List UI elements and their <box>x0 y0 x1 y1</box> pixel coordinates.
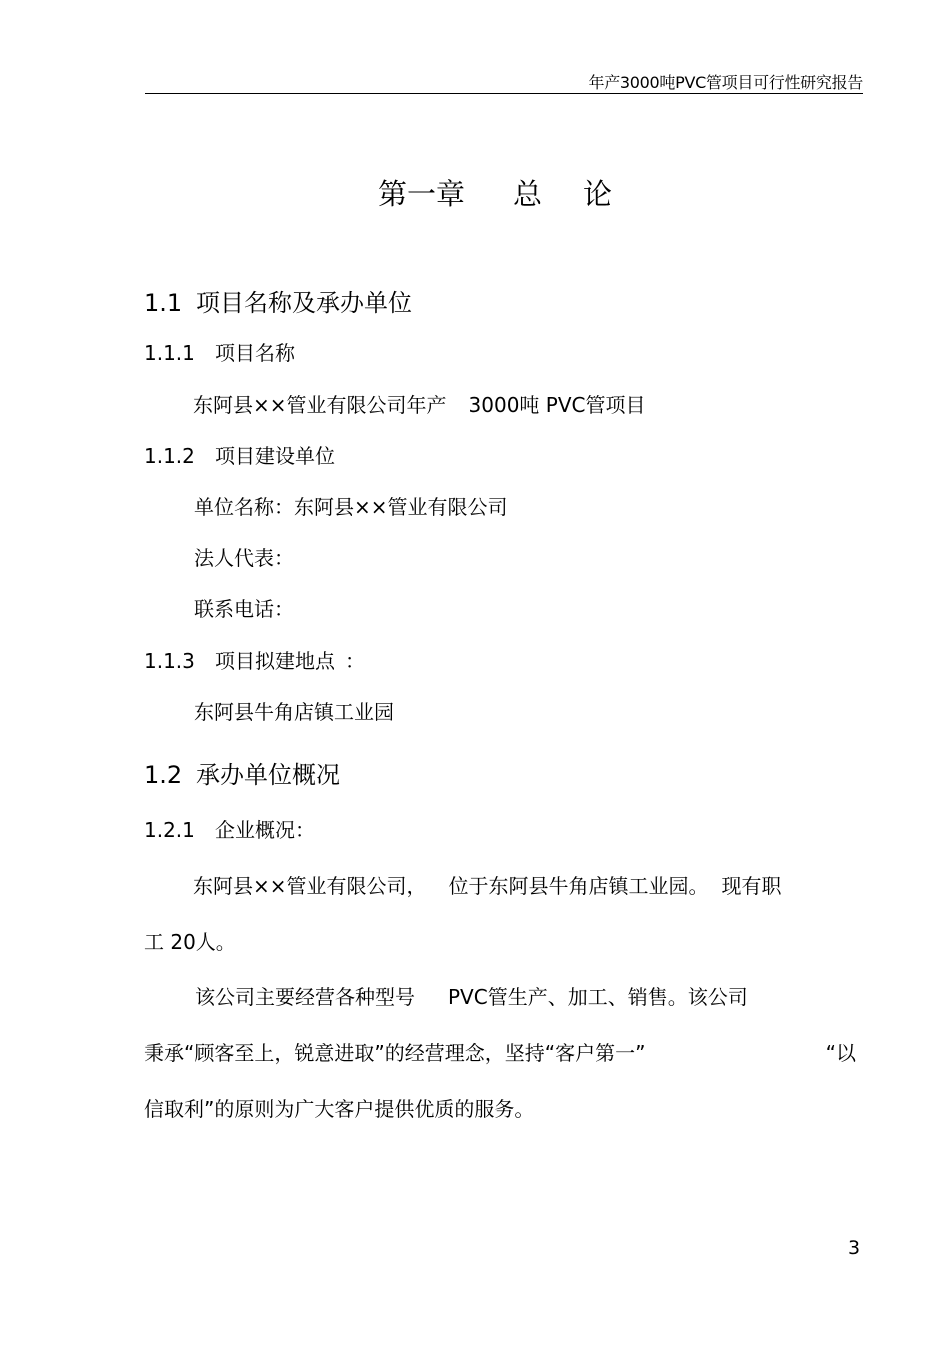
overview-p1-part-b: 位于东阿县牛角店镇工业园。 <box>448 874 709 898</box>
overview-p2-line3: 信取利”的原则为广大客户提供优质的服务。 <box>144 1097 535 1121</box>
section-1-1-3-heading <box>144 645 365 674</box>
overview-p2-line2-main: 秉承“顾客至上，锐意进取”的经营理念，坚持“客户第一” <box>144 1041 646 1065</box>
overview-p1-part-c: 现有职 <box>721 874 782 898</box>
project-name-part-a: 东阿县××管业有限公司年产 <box>193 393 447 417</box>
section-title: 项目名称 <box>215 341 295 365</box>
running-header: 年产3000吨PVC管项目可行性研究报告 <box>588 73 863 92</box>
location-line: 东阿县牛角店镇工业园 <box>194 700 394 724</box>
project-name-part-b: 3000吨 PVC管项目 <box>468 393 646 417</box>
section-title: 项目建设单位 <box>215 444 335 468</box>
section-colon: ： <box>345 649 365 673</box>
overview-p1-line1 <box>193 870 782 899</box>
section-1-1-heading <box>144 283 412 318</box>
chapter-title-char-2: 论 <box>583 177 613 211</box>
chapter-label: 第一章 <box>378 177 466 211</box>
section-title: 承办单位概况 <box>196 761 340 789</box>
section-title: 项目名称及承办单位 <box>196 289 412 317</box>
section-number: 1.1.1 <box>144 341 195 365</box>
chapter-title <box>378 172 612 213</box>
phone-line: 联系电话： <box>194 597 294 621</box>
overview-p2-part-b: PVC管生产、加工、销售。该公司 <box>448 985 748 1009</box>
page-number: 3 <box>848 1237 861 1259</box>
overview-p2-line2-end: “以 <box>825 1041 856 1065</box>
section-1-1-1-heading <box>144 337 295 366</box>
legal-rep-line: 法人代表： <box>194 546 294 570</box>
section-title: 企业概况： <box>215 818 315 842</box>
overview-p2-part-a: 该公司主要经营各种型号 <box>195 985 415 1009</box>
overview-p2-line2 <box>144 1037 856 1066</box>
section-1-1-2-heading <box>144 440 335 469</box>
section-number: 1.2 <box>144 761 183 789</box>
section-number: 1.1.3 <box>144 649 195 673</box>
section-1-2-heading <box>144 755 340 790</box>
overview-p2-line1 <box>195 981 748 1010</box>
section-1-2-1-heading <box>144 814 315 843</box>
section-number: 1.1.2 <box>144 444 195 468</box>
section-number: 1.2.1 <box>144 818 195 842</box>
header-rule <box>145 93 863 94</box>
section-number: 1.1 <box>144 289 183 317</box>
project-name-text <box>193 389 645 418</box>
chapter-title-char-1: 总 <box>513 177 543 211</box>
section-title: 项目拟建地点 <box>215 649 335 673</box>
unit-name-line: 单位名称：东阿县××管业有限公司 <box>194 495 508 519</box>
overview-p1-line2: 工 20人。 <box>144 930 236 954</box>
overview-p1-part-a: 东阿县××管业有限公司， <box>193 874 427 898</box>
